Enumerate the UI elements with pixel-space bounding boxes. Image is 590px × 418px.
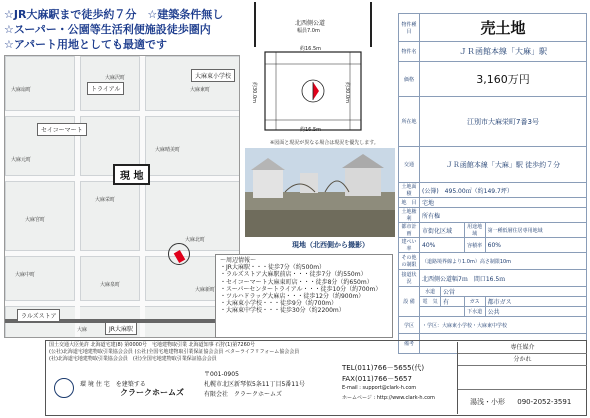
- map-label-10: 大麻: [77, 327, 88, 333]
- map-label-12: 大麻新町: [195, 287, 216, 293]
- agent-box: [457, 342, 586, 414]
- site-label: 現 地: [113, 164, 150, 185]
- license-line1: 国土交通大臣免許 北海道宅建(8) 第0000号 宅地建物取引業 北海道知事 石狩(1)第7260号: [49, 342, 255, 348]
- label-school: 学区: [399, 317, 420, 334]
- nearby-item: ・大麻東中学校・・・徒歩30分（約2200m）: [220, 307, 345, 315]
- road-label: 北西側公道: [295, 20, 326, 27]
- area-map: [4, 55, 240, 338]
- electric: 有: [441, 297, 465, 307]
- label-land-category: 地 目: [399, 198, 420, 208]
- map-label-11: 大麻東町: [190, 87, 211, 93]
- headline-line3: ☆アパート用地としても最適です: [4, 38, 167, 51]
- site-photo: [245, 148, 395, 237]
- transaction-type: 分かれ: [458, 354, 587, 366]
- label-zoning: 用途地域: [464, 223, 485, 238]
- nearby-title: ～周辺情報～: [220, 257, 257, 264]
- property-info-table: [398, 13, 587, 354]
- label-coverage: 建ぺい率: [399, 238, 420, 253]
- staff-names: 湯浅・小形: [470, 398, 505, 406]
- lot-bottom-side: 約16.5m: [300, 127, 322, 133]
- far: 60%: [485, 238, 586, 253]
- headline-line2: ☆スーパー・公園等生活利便施設徒歩圏内: [4, 23, 211, 36]
- nearby-item: ・大麻東小学校・・・徒歩9分（約700m）: [220, 300, 338, 308]
- callout-seicomart: セイコーマート: [37, 123, 87, 136]
- license-info: [49, 342, 299, 363]
- callout-school: 大麻東小学校: [191, 69, 235, 82]
- label-road: 接道状況: [399, 270, 420, 287]
- gas: 都市ガス: [485, 297, 586, 307]
- postal-code: 〒001-0905: [204, 371, 239, 378]
- road: 北西側公道幅7ｍ 間口16.5ｍ: [420, 270, 587, 287]
- map-label-9: 大麻北町: [185, 237, 206, 243]
- label-utilities: 設 備: [399, 287, 420, 317]
- map-label-6: 大麻栄町: [95, 197, 116, 203]
- company-logo-icon: [54, 378, 74, 398]
- agent-blank: [458, 366, 587, 390]
- city-plan: 市街化区域: [420, 223, 465, 238]
- company-fax: FAX(011)766－5657: [342, 375, 412, 383]
- label-far: 容積率: [464, 238, 485, 253]
- map-label-1: 大麻扇町: [11, 87, 32, 93]
- road-width: 幅員7.0m: [297, 28, 320, 34]
- label-property-type: 物件種目: [399, 14, 420, 42]
- company-tel: TEL(011)766－5655(代): [342, 364, 425, 372]
- label-address: 所在地: [399, 97, 420, 147]
- company-email[interactable]: E-mail : support@clark-h.com: [342, 385, 417, 391]
- label-electric: 電 気: [420, 297, 441, 307]
- label-traffic: 交通: [399, 147, 420, 183]
- company-web[interactable]: ホームページ : http://www.clark-h.com: [342, 395, 435, 401]
- map-label-8: 大麻泉町: [100, 282, 121, 288]
- sewage-placeholder: [420, 307, 465, 317]
- nearby-item: ・セイコーマート大麻東町店・・・徒歩8分（約650m）: [220, 278, 373, 286]
- property-type: 売土地: [420, 14, 587, 42]
- land-category: 宅地: [420, 198, 587, 208]
- headline-line1: ☆JR大麻駅まで徒歩約７分 ☆建築条件無し: [4, 8, 224, 21]
- coverage: 40%: [420, 238, 465, 253]
- staff-mobile[interactable]: 090-2052-3591: [517, 398, 572, 406]
- license-line2: (公社)北海道宅地建物取引業協会会員 (公社)全国宅地建物取引業保証協会会員 ベターライフリフォーム協会会員: [49, 349, 300, 355]
- label-sewage: 下水道: [464, 307, 485, 317]
- price: 3,160万円: [420, 62, 587, 97]
- lot-top-side: 約16.5m: [300, 46, 322, 52]
- water: 公営: [441, 287, 587, 297]
- rights: 所有権: [420, 208, 587, 223]
- footer: [45, 340, 587, 416]
- map-label-4: 大麻晴美町: [155, 147, 181, 153]
- nearby-item: ・JR大麻駅・・・徒歩7分（約500m）: [220, 264, 326, 272]
- callout-trial: トライアル: [87, 82, 124, 95]
- nearby-item: ・スーパーセンタートライアル・・・徒歩10分（約700m）: [220, 285, 382, 293]
- zoning: 第一種低層住居専用地域: [485, 223, 586, 238]
- lot-right-side: 約30.0m: [344, 82, 350, 104]
- label-land-area: 土地面積: [399, 183, 420, 198]
- agent-contact: [458, 392, 587, 412]
- label-remarks: 備考: [399, 334, 420, 354]
- school: ・学区：大麻東小学校・大麻東中学校: [420, 317, 587, 334]
- photo-caption: 現地（北西側から撮影）: [292, 241, 369, 249]
- callout-ralse: ラルズストア: [17, 309, 60, 322]
- callout-station: JR大麻駅: [105, 322, 137, 335]
- property-name: ＪＲ函館本線「大麻」駅: [420, 42, 587, 62]
- lot-left-side: 約30.0m: [251, 82, 257, 104]
- license-line3: (社)北海道宅地建物取引業協会会員 (社)全国宅地建物取引業保証協会会員: [49, 356, 217, 362]
- address: 江別市大麻栄町7番3号: [420, 97, 587, 147]
- map-label-2: 大麻沢町: [105, 75, 126, 81]
- sewage: 公共: [485, 307, 586, 317]
- traffic: ＪＲ函館本線「大麻」駅 徒歩約７分: [420, 147, 587, 183]
- map-label-3: 大麻元町: [11, 157, 32, 163]
- label-water: 水道: [420, 287, 441, 297]
- map-label-5: 大麻宮町: [25, 217, 46, 223]
- nearby-info-box: [215, 254, 393, 338]
- company-address: 札幌市北区新琴似5条11丁目5番11号: [204, 381, 305, 388]
- company-corp: 有限会社 クラークホームズ: [204, 391, 283, 398]
- rep-label: 専任媒介: [458, 342, 587, 354]
- nearby-item: ・ラルズストア大麻駅前店・・・徒歩7分（約550m）: [220, 271, 367, 279]
- land-area: (公簿) 495.00㎡（約149.7坪）: [420, 183, 587, 198]
- label-price: 価格: [399, 62, 420, 97]
- lot-note: ※図面と現況が異なる場合は現況を優先します。: [270, 140, 379, 146]
- map-label-7: 大麻中町: [15, 272, 36, 278]
- company-tagline: 環 境 住 宅 を建築する: [80, 381, 146, 388]
- label-city-plan: 都市計画: [399, 223, 420, 238]
- company-name: クラークホームズ: [120, 388, 184, 397]
- label-rights: 土地権利: [399, 208, 420, 223]
- label-gas: ガス: [464, 297, 485, 307]
- label-other-limits: その他の制限: [399, 253, 420, 270]
- nearby-item: ・ツルハドラッグ大麻店・・・徒歩12分（約900m）: [220, 293, 365, 301]
- other-limits: （道路境界線より1.0m）高さ制限10m: [420, 253, 587, 270]
- label-property-name: 物件名: [399, 42, 420, 62]
